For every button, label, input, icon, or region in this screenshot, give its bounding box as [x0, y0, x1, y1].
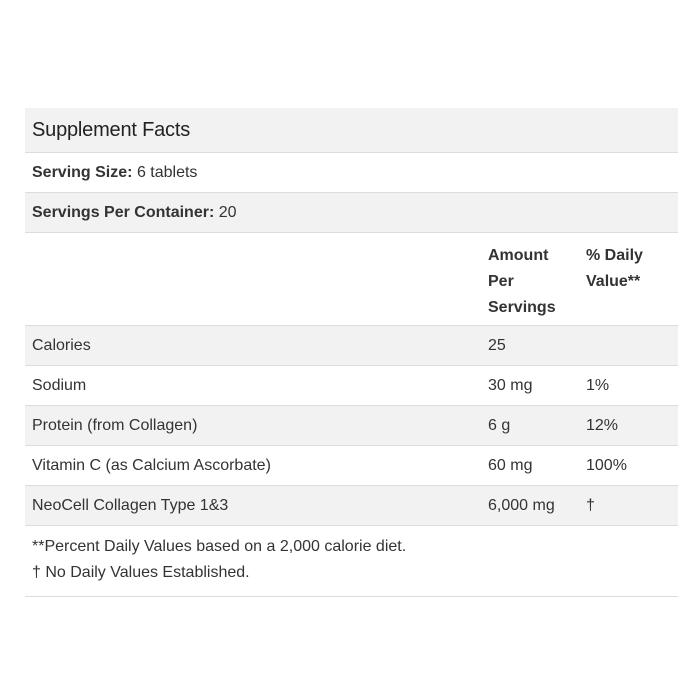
header-amount	[481, 243, 579, 321]
serving-size-label: Serving Size:	[32, 163, 133, 181]
nutrient-amount: 30 mg	[488, 376, 533, 394]
nutrient-name: Sodium	[32, 376, 87, 394]
nutrient-amount: 25	[488, 336, 506, 354]
nutrient-amount: 6 g	[488, 416, 511, 434]
footnote-daily-values: **Percent Daily Values based on a 2,000 calorie diet.	[32, 538, 407, 555]
footnote-not-established: † No Daily Values Established.	[32, 564, 250, 581]
panel-title: Supplement Facts	[32, 118, 190, 141]
servings-per-container-label: Servings Per Container:	[32, 203, 215, 221]
column-header-row	[25, 233, 678, 326]
table-row	[25, 366, 678, 406]
table-row	[25, 406, 678, 446]
table-row	[25, 486, 678, 526]
header-amount-line2: Per	[488, 273, 514, 290]
serving-size-value: 6 tablets	[136, 163, 198, 181]
nutrient-name: Protein (from Collagen)	[32, 416, 198, 434]
nutrient-daily-value: 1%	[586, 376, 610, 394]
table-row	[25, 326, 678, 366]
table-row	[25, 446, 678, 486]
header-dv-line1: % Daily	[586, 247, 643, 264]
nutrient-daily-value: †	[586, 496, 595, 514]
nutrient-name: NeoCell Collagen Type 1&3	[32, 496, 229, 514]
title-row	[25, 108, 678, 153]
header-dv-line2: Value**	[586, 273, 641, 290]
nutrient-amount: 60 mg	[488, 456, 533, 474]
nutrient-daily-value: 100%	[586, 456, 627, 474]
nutrient-amount: 6,000 mg	[488, 496, 555, 514]
supplement-facts-panel	[25, 108, 678, 597]
nutrient-name: Calories	[32, 336, 91, 354]
nutrient-daily-value: 12%	[586, 416, 619, 434]
nutrient-name: Vitamin C (as Calcium Ascorbate)	[32, 456, 271, 474]
header-daily-value	[579, 243, 678, 295]
servings-per-container-value: 20	[218, 203, 237, 221]
header-amount-line3: Servings	[488, 299, 556, 316]
header-amount-line1: Amount	[488, 247, 549, 264]
footnotes	[25, 526, 678, 597]
serving-size-row	[25, 153, 678, 193]
servings-per-container-row	[25, 193, 678, 233]
